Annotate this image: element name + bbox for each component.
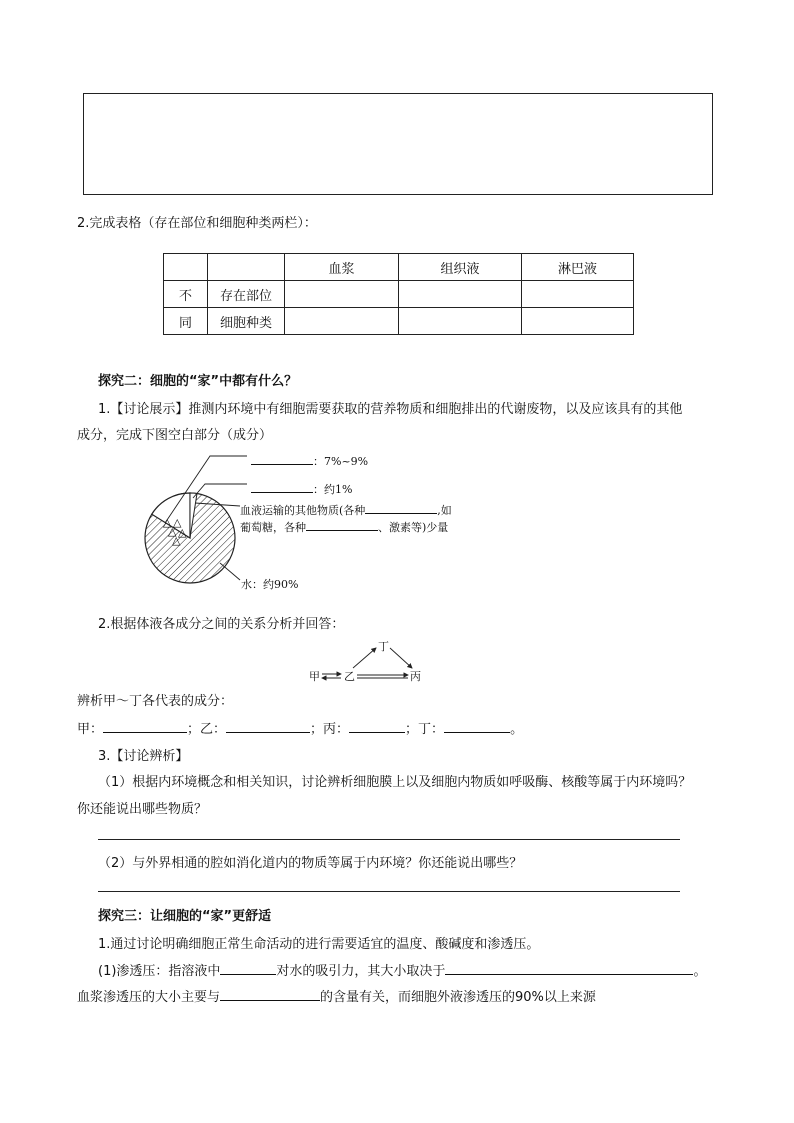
side-label-1: 不: [164, 281, 208, 308]
d1-line2: 成分，完成下图空白部分（成分）: [77, 428, 273, 443]
table-corner-2: [208, 254, 285, 281]
header-tissue-fluid: 组织液: [399, 254, 522, 281]
answer-box[interactable]: [83, 93, 713, 195]
side-label-2: 同: [164, 308, 208, 335]
explore3-p1: 1.通过讨论明确细胞正常生命活动的进行需要适宜的温度、酸碱度和渗透压。: [98, 937, 540, 952]
node-ding: 丁: [378, 640, 389, 653]
table-cell[interactable]: [285, 281, 399, 308]
header-lymph: 淋巴液: [522, 254, 634, 281]
q3-1-line1: （1）根据内环境概念和相关知识，讨论辨析细胞膜上以及细胞内物质如呼吸酶、核酸等属于内环境吗？: [98, 775, 692, 790]
node-jia: 甲: [309, 670, 320, 683]
row-label-location: 存在部位: [208, 281, 285, 308]
blank-other-2[interactable]: [306, 517, 378, 531]
table-cell[interactable]: [522, 281, 634, 308]
table-cell[interactable]: [285, 308, 399, 335]
blank-jia[interactable]: [103, 719, 187, 733]
q3-2: （2）与外界相通的腔如消化道内的物质等属于内环境？你还能说出哪些？: [98, 856, 523, 871]
explore2-title: 探究二：细胞的“家”中都有什么？: [98, 374, 298, 389]
blank-solute[interactable]: [220, 961, 276, 975]
q3-1-line2: 你还能说出哪些物质？: [77, 802, 208, 817]
pie-label-other-2: 葡萄糖，各种 、激素等)少量: [240, 517, 448, 535]
analyze-label: 辨析甲～丁各代表的成分：: [77, 694, 234, 709]
pie-label-water: 水：约90%: [241, 578, 299, 591]
triangle-icon: △: [168, 525, 177, 538]
header-plasma: 血浆: [285, 254, 399, 281]
blank-yi[interactable]: [226, 719, 310, 733]
fill-row: 甲： ；乙： ；丙： ；丁： 。: [77, 718, 523, 737]
d1-line1: 1.【讨论展示】推测内环境中有细胞需要获取的营养物质和细胞排出的代谢废物，以及应该具有的其他: [98, 402, 683, 417]
table-cell[interactable]: [399, 281, 522, 308]
row-label-cell-type: 细胞种类: [208, 308, 285, 335]
table-corner: [164, 254, 208, 281]
blank-other-1[interactable]: [365, 500, 437, 514]
triangle-icon: △: [173, 516, 182, 529]
pie-label-protein: ：7%~9%: [251, 451, 368, 469]
comparison-table: [163, 253, 634, 335]
q2-title: 2.完成表格（存在部位和细胞种类两栏）：: [77, 216, 317, 231]
node-bing: 丙: [410, 670, 421, 683]
explore3-p3: 血浆渗透压的大小主要与 的含量有关，而细胞外液渗透压的90%以上来源: [77, 986, 596, 1005]
blank-salt[interactable]: [251, 479, 313, 493]
answer-line-1[interactable]: [98, 839, 680, 840]
blank-plasma-osmotic[interactable]: [220, 987, 320, 1001]
node-yi: 乙: [344, 670, 355, 683]
triangle-icon: △: [178, 526, 187, 539]
table-cell[interactable]: [522, 308, 634, 335]
triangle-icon: △: [163, 516, 172, 529]
triangle-icon: △: [172, 534, 181, 547]
pie-label-other-1: 血液运输的其他物质(各种 ,如: [240, 500, 452, 518]
blank-ding[interactable]: [444, 719, 510, 733]
blank-bing[interactable]: [349, 719, 405, 733]
answer-line-2[interactable]: [98, 891, 680, 892]
explore3-title: 探究三：让细胞的“家”更舒适: [98, 909, 272, 924]
blank-depends-on[interactable]: [445, 961, 693, 975]
d3-title: 3.【讨论辨析】: [98, 749, 189, 764]
pie-label-salt: ：约1%: [251, 479, 352, 497]
table-cell[interactable]: [399, 308, 522, 335]
blank-protein[interactable]: [251, 451, 313, 465]
d2-title: 2.根据体液各成分之间的关系分析并回答：: [98, 617, 345, 632]
explore3-p2: (1)渗透压：指溶液中 对水的吸引力，其大小取决于 。: [98, 960, 706, 979]
